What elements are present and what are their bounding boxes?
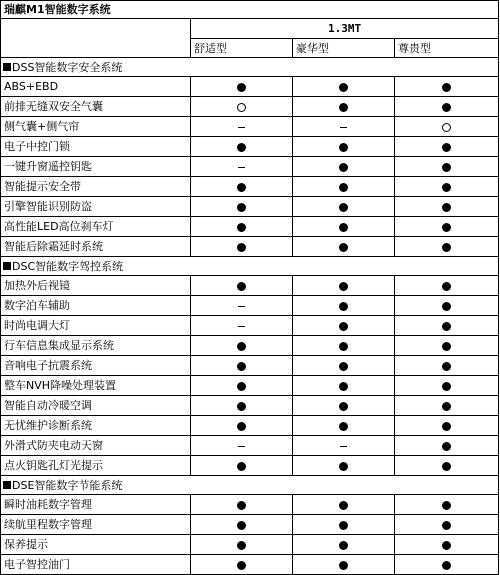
not-available-dash-icon	[340, 127, 347, 128]
availability-cell	[191, 197, 293, 217]
availability-cell	[395, 535, 499, 555]
availability-cell	[191, 535, 293, 555]
feature-name: 数字泊车辅助	[1, 296, 191, 316]
availability-cell	[395, 336, 499, 356]
availability-cell	[191, 296, 293, 316]
table-row	[1, 515, 499, 535]
feature-name: 高性能LED高位刹车灯	[1, 217, 191, 237]
availability-cell	[395, 396, 499, 416]
availability-cell	[293, 495, 395, 515]
standard-dot-icon	[237, 243, 246, 252]
standard-dot-icon	[237, 282, 246, 291]
table-title: 瑞麒M1智能数字系统	[1, 1, 191, 19]
section-header-row	[1, 58, 499, 77]
availability-cell	[293, 436, 395, 456]
availability-cell	[293, 77, 395, 97]
availability-cell	[395, 555, 499, 575]
standard-dot-icon	[237, 382, 246, 391]
standard-dot-icon	[442, 561, 451, 570]
availability-cell	[293, 217, 395, 237]
availability-cell	[191, 157, 293, 177]
availability-cell	[395, 376, 499, 396]
table-row	[1, 436, 499, 456]
standard-dot-icon	[237, 422, 246, 431]
standard-dot-icon	[339, 382, 348, 391]
availability-cell	[293, 456, 395, 476]
standard-dot-icon	[339, 402, 348, 411]
feature-name: 行车信息集成显示系统	[1, 336, 191, 356]
feature-name: 电子中控门锁	[1, 137, 191, 157]
availability-cell	[293, 197, 395, 217]
availability-cell	[293, 117, 395, 137]
table-row	[1, 356, 499, 376]
availability-cell	[395, 276, 499, 296]
availability-cell	[191, 97, 293, 117]
standard-dot-icon	[339, 342, 348, 351]
standard-dot-icon	[442, 501, 451, 510]
standard-dot-icon	[237, 501, 246, 510]
standard-dot-icon	[237, 342, 246, 351]
availability-cell	[293, 535, 395, 555]
feature-name: 前排无缝双安全气囊	[1, 97, 191, 117]
table-row	[1, 495, 499, 515]
availability-cell	[395, 97, 499, 117]
availability-cell	[293, 376, 395, 396]
availability-cell	[395, 117, 499, 137]
table-row	[1, 456, 499, 476]
spec-table-body	[1, 1, 499, 575]
standard-dot-icon	[442, 521, 451, 530]
standard-dot-icon	[442, 382, 451, 391]
availability-cell	[293, 296, 395, 316]
availability-cell	[293, 137, 395, 157]
availability-cell	[293, 356, 395, 376]
availability-cell	[395, 77, 499, 97]
optional-circle-icon	[237, 103, 246, 112]
standard-dot-icon	[442, 143, 451, 152]
availability-cell	[395, 515, 499, 535]
section-header-row	[1, 476, 499, 495]
availability-cell	[191, 416, 293, 436]
availability-cell	[191, 495, 293, 515]
standard-dot-icon	[442, 163, 451, 172]
not-available-dash-icon	[238, 167, 245, 168]
not-available-dash-icon	[238, 326, 245, 327]
model-label: 1.3MT	[191, 19, 499, 39]
availability-cell	[191, 77, 293, 97]
standard-dot-icon	[339, 462, 348, 471]
availability-cell	[293, 396, 395, 416]
standard-dot-icon	[442, 183, 451, 192]
availability-cell	[191, 316, 293, 336]
table-row	[1, 555, 499, 575]
feature-name: 智能后除霜延时系统	[1, 237, 191, 257]
table-row	[1, 217, 499, 237]
section-title: DSC智能数字驾控系统	[12, 259, 124, 273]
standard-dot-icon	[237, 462, 246, 471]
standard-dot-icon	[442, 462, 451, 471]
standard-dot-icon	[339, 243, 348, 252]
not-available-dash-icon	[238, 306, 245, 307]
feature-name: 续航里程数字管理	[1, 515, 191, 535]
standard-dot-icon	[237, 561, 246, 570]
feature-name: 外滑式防夹电动天窗	[1, 436, 191, 456]
table-row	[1, 535, 499, 555]
section-header	[1, 257, 499, 276]
availability-cell	[191, 217, 293, 237]
availability-cell	[191, 436, 293, 456]
table-row	[1, 97, 499, 117]
standard-dot-icon	[442, 103, 451, 112]
standard-dot-icon	[442, 282, 451, 291]
availability-cell	[293, 316, 395, 336]
feature-name: 智能提示安全带	[1, 177, 191, 197]
availability-cell	[191, 396, 293, 416]
table-row	[1, 416, 499, 436]
standard-dot-icon	[339, 143, 348, 152]
trim-header-premium: 尊贵型	[395, 39, 499, 58]
feature-name: 瞬时油耗数字管理	[1, 495, 191, 515]
standard-dot-icon	[339, 183, 348, 192]
standard-dot-icon	[339, 541, 348, 550]
availability-cell	[395, 137, 499, 157]
model-row	[1, 19, 499, 39]
header-blank-cell	[1, 19, 191, 58]
standard-dot-icon	[339, 302, 348, 311]
square-bullet-icon	[3, 481, 11, 489]
availability-cell	[191, 555, 293, 575]
availability-cell	[191, 356, 293, 376]
not-available-dash-icon	[238, 127, 245, 128]
availability-cell	[395, 316, 499, 336]
standard-dot-icon	[442, 402, 451, 411]
table-row	[1, 296, 499, 316]
not-available-dash-icon	[340, 446, 347, 447]
table-row	[1, 177, 499, 197]
standard-dot-icon	[442, 342, 451, 351]
availability-cell	[191, 237, 293, 257]
availability-cell	[395, 197, 499, 217]
standard-dot-icon	[442, 322, 451, 331]
availability-cell	[395, 296, 499, 316]
table-row	[1, 396, 499, 416]
standard-dot-icon	[237, 203, 246, 212]
availability-cell	[293, 177, 395, 197]
standard-dot-icon	[237, 223, 246, 232]
availability-cell	[395, 495, 499, 515]
availability-cell	[293, 237, 395, 257]
availability-cell	[395, 157, 499, 177]
standard-dot-icon	[237, 541, 246, 550]
availability-cell	[395, 356, 499, 376]
square-bullet-icon	[3, 262, 11, 270]
availability-cell	[293, 416, 395, 436]
feature-name: 整车NVH降噪处理装置	[1, 376, 191, 396]
standard-dot-icon	[237, 521, 246, 530]
feature-name: 侧气囊+侧气帘	[1, 117, 191, 137]
availability-cell	[395, 237, 499, 257]
availability-cell	[293, 555, 395, 575]
standard-dot-icon	[237, 143, 246, 152]
availability-cell	[191, 456, 293, 476]
availability-cell	[395, 416, 499, 436]
standard-dot-icon	[339, 322, 348, 331]
standard-dot-icon	[237, 402, 246, 411]
availability-cell	[293, 515, 395, 535]
feature-name: 无忧维护诊断系统	[1, 416, 191, 436]
availability-cell	[395, 177, 499, 197]
availability-cell	[191, 137, 293, 157]
standard-dot-icon	[442, 541, 451, 550]
availability-cell	[293, 157, 395, 177]
table-row	[1, 197, 499, 217]
feature-name: 保养提示	[1, 535, 191, 555]
standard-dot-icon	[339, 521, 348, 530]
availability-cell	[395, 217, 499, 237]
table-row	[1, 117, 499, 137]
availability-cell	[191, 117, 293, 137]
standard-dot-icon	[442, 442, 451, 451]
section-header-row	[1, 257, 499, 276]
feature-name: 一键升窗遥控钥匙	[1, 157, 191, 177]
feature-name: ABS+EBD	[1, 77, 191, 97]
table-row	[1, 157, 499, 177]
section-title: DSS智能数字安全系统	[12, 60, 123, 74]
table-row	[1, 77, 499, 97]
trim-header-comfort: 舒适型	[191, 39, 293, 58]
standard-dot-icon	[339, 362, 348, 371]
availability-cell	[191, 276, 293, 296]
section-header	[1, 58, 499, 77]
availability-cell	[395, 456, 499, 476]
trim-header-luxury: 豪华型	[293, 39, 395, 58]
availability-cell	[293, 97, 395, 117]
standard-dot-icon	[442, 203, 451, 212]
table-row	[1, 336, 499, 356]
standard-dot-icon	[237, 83, 246, 92]
feature-name: 音响电子抗震系统	[1, 356, 191, 376]
availability-cell	[191, 515, 293, 535]
standard-dot-icon	[442, 243, 451, 252]
section-title: DSE智能数字节能系统	[12, 478, 123, 492]
feature-name: 智能自动冷暖空调	[1, 396, 191, 416]
standard-dot-icon	[442, 302, 451, 311]
standard-dot-icon	[339, 422, 348, 431]
table-row	[1, 376, 499, 396]
title-blank-cell	[191, 1, 499, 19]
availability-cell	[293, 276, 395, 296]
standard-dot-icon	[339, 501, 348, 510]
availability-cell	[191, 177, 293, 197]
feature-name: 点火钥匙孔灯光提示	[1, 456, 191, 476]
standard-dot-icon	[339, 203, 348, 212]
standard-dot-icon	[339, 282, 348, 291]
standard-dot-icon	[442, 223, 451, 232]
availability-cell	[191, 336, 293, 356]
feature-name: 加热外后视镜	[1, 276, 191, 296]
title-row	[1, 1, 499, 19]
standard-dot-icon	[339, 163, 348, 172]
square-bullet-icon	[3, 63, 11, 71]
standard-dot-icon	[237, 362, 246, 371]
standard-dot-icon	[339, 561, 348, 570]
optional-circle-icon	[442, 123, 451, 132]
feature-name: 时尚电调大灯	[1, 316, 191, 336]
availability-cell	[395, 436, 499, 456]
not-available-dash-icon	[238, 446, 245, 447]
availability-cell	[293, 336, 395, 356]
feature-name: 引擎智能识别防盗	[1, 197, 191, 217]
standard-dot-icon	[339, 103, 348, 112]
standard-dot-icon	[442, 83, 451, 92]
availability-cell	[191, 376, 293, 396]
standard-dot-icon	[339, 83, 348, 92]
feature-name: 电子智控油门	[1, 555, 191, 575]
standard-dot-icon	[237, 183, 246, 192]
table-row	[1, 237, 499, 257]
section-header	[1, 476, 499, 495]
table-row	[1, 137, 499, 157]
standard-dot-icon	[442, 422, 451, 431]
table-row	[1, 276, 499, 296]
standard-dot-icon	[339, 223, 348, 232]
table-row	[1, 316, 499, 336]
standard-dot-icon	[442, 362, 451, 371]
